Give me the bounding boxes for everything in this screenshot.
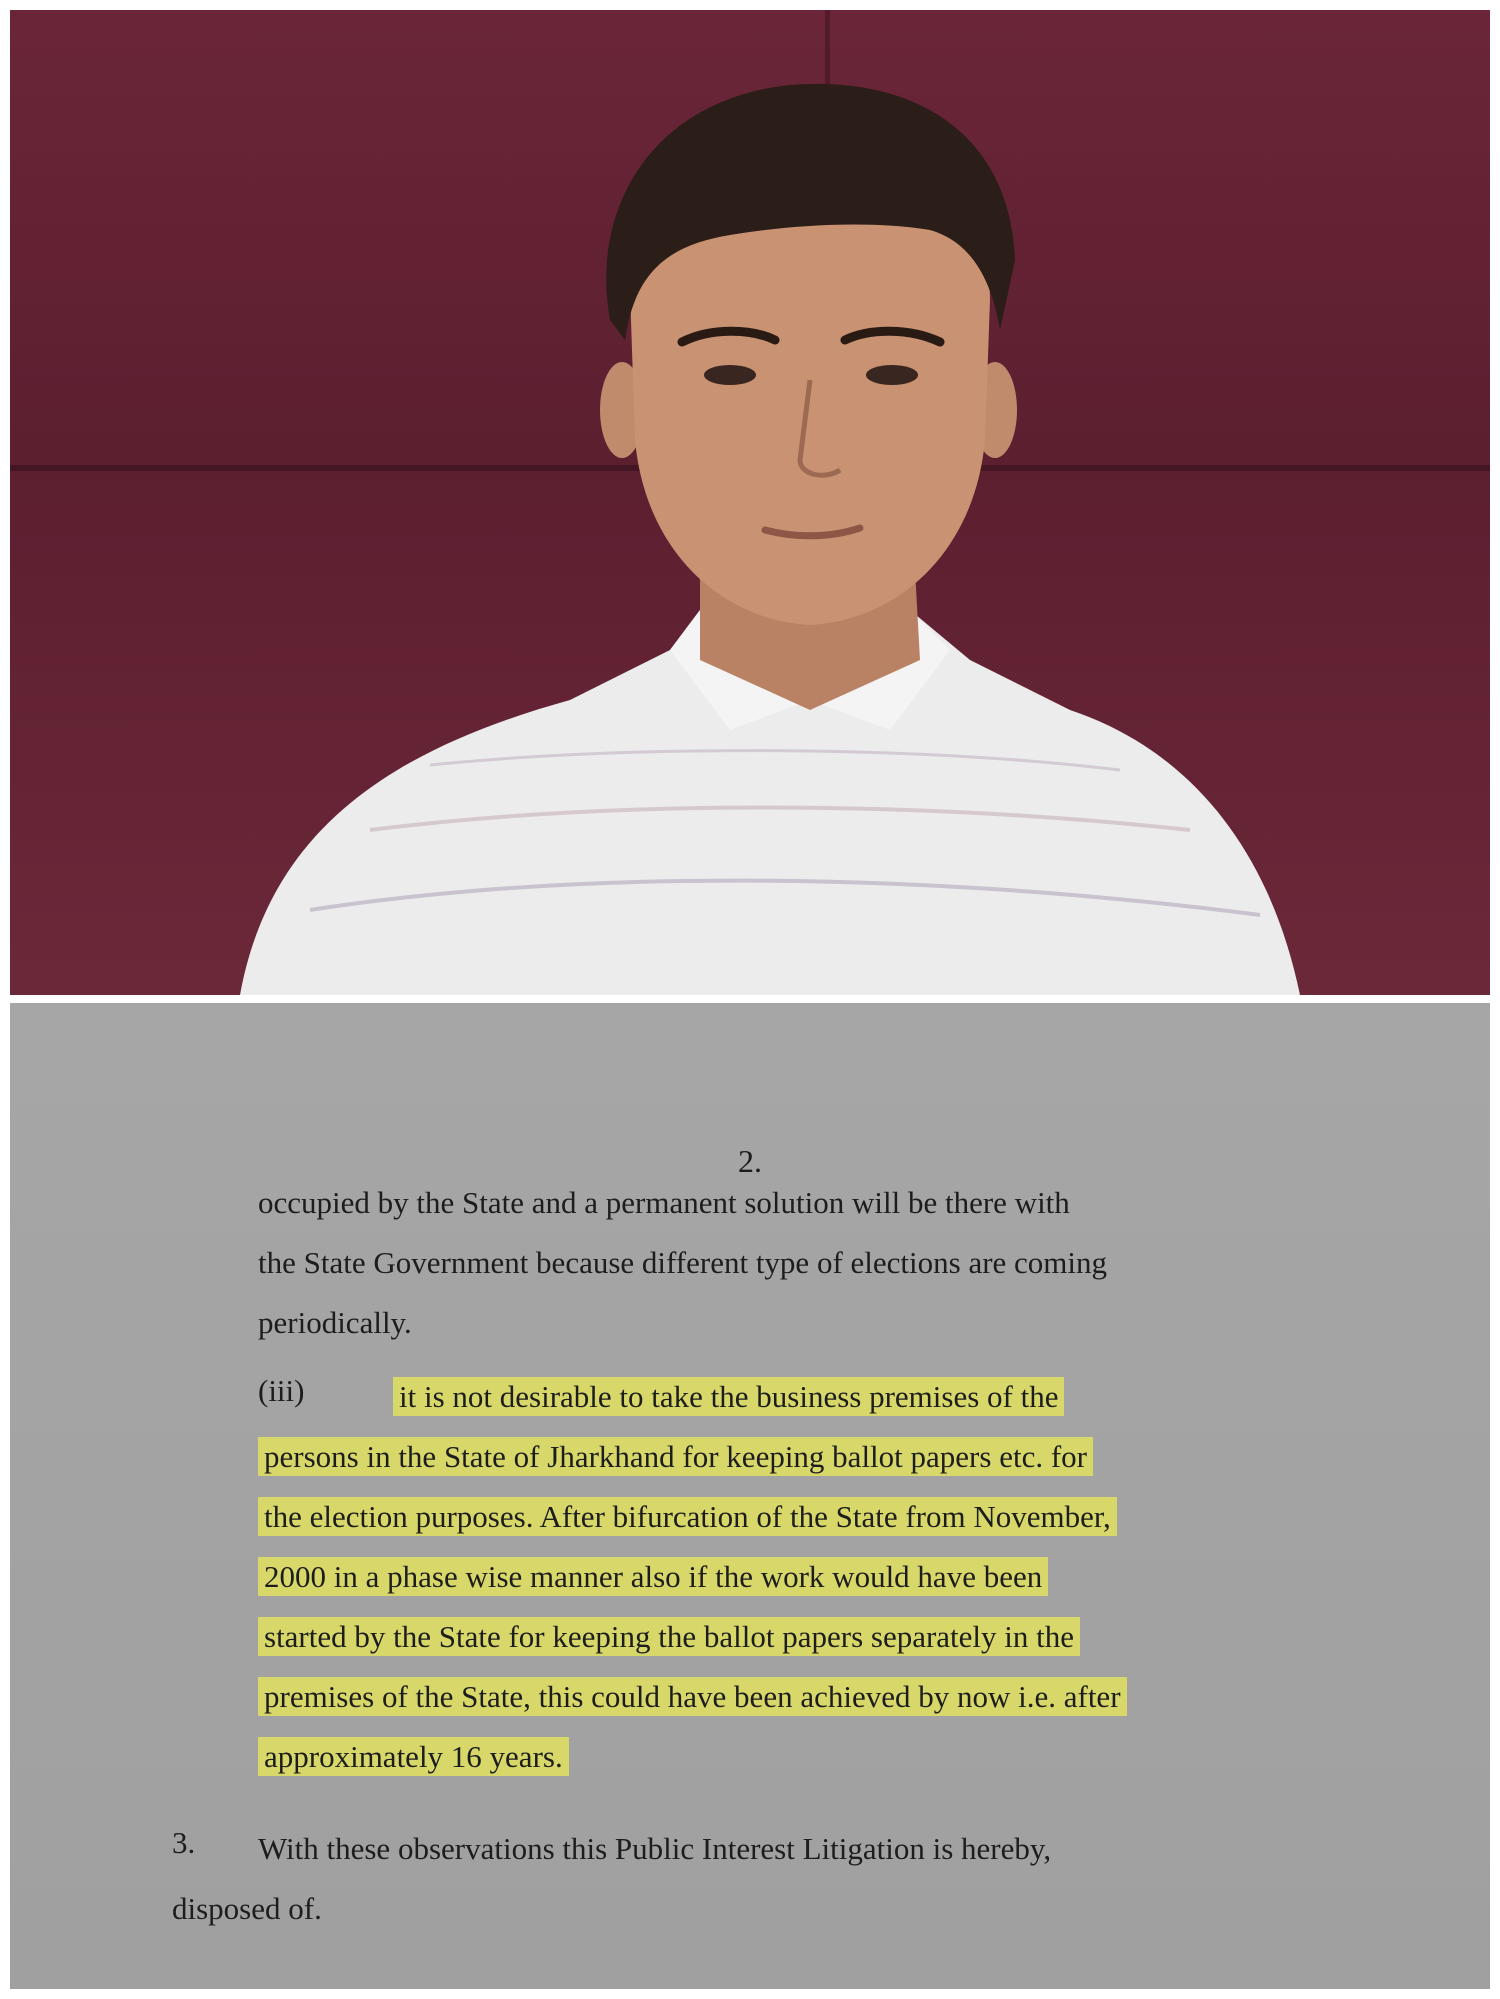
text-line: the State Government because different type of elections are coming (258, 1245, 1108, 1280)
item-iii-label: (iii) (258, 1373, 305, 1408)
highlighted-line: 2000 in a phase wise manner also if the work would have been (258, 1557, 1048, 1596)
highlighted-line: the election purposes. After bifurcation of the State from November, (258, 1497, 1117, 1536)
portrait-photo (10, 10, 1490, 995)
court-order-document (10, 1003, 1490, 1989)
highlighted-line: premises of the State, this could have been achieved by now i.e. after (258, 1677, 1127, 1716)
right-eye (866, 365, 918, 385)
paragraph-continuation (258, 1173, 1322, 1353)
page-number: 2. (738, 1143, 762, 1179)
text-line: disposed of. (172, 1891, 322, 1926)
text-line: periodically. (258, 1305, 412, 1340)
text-line: occupied by the State and a permanent solution will be there with (258, 1185, 1070, 1220)
left-eye (704, 365, 756, 385)
portrait-illustration (10, 10, 1490, 995)
highlighted-line: persons in the State of Jharkhand for keeping ballot papers etc. for (258, 1437, 1093, 1476)
text-line: With these observations this Public Interest Litigation is hereby, (258, 1831, 1052, 1866)
highlighted-line: it is not desirable to take the business premises of the (393, 1377, 1064, 1416)
item-3-paragraph (258, 1819, 1322, 1879)
item-3-paragraph-end (172, 1879, 1322, 1939)
highlighted-line: started by the State for keeping the ballot papers separately in the (258, 1617, 1080, 1656)
highlighted-line: approximately 16 years. (258, 1737, 569, 1776)
item-iii-paragraph (258, 1367, 1322, 1787)
item-3-number: 3. (172, 1825, 196, 1860)
